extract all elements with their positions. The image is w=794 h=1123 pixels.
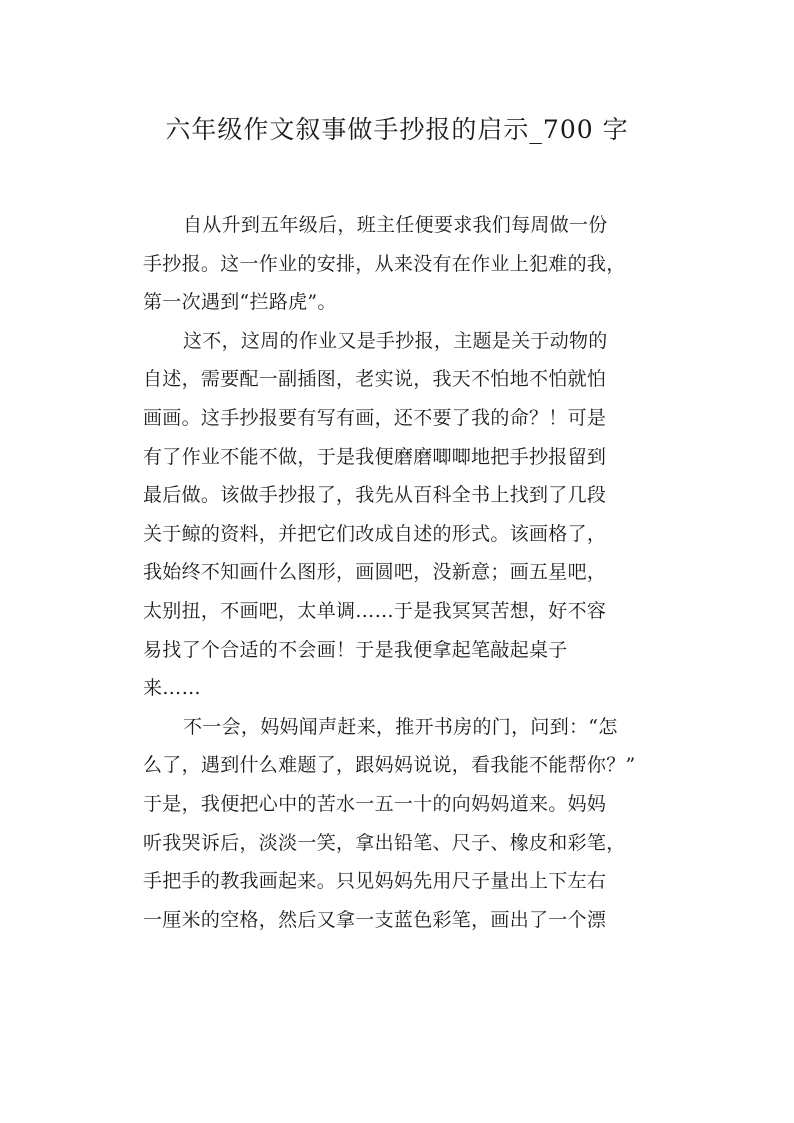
text-line: 有了作业不能不做，于是我便磨磨唧唧地把手抄报留到 [143,445,607,468]
text-line: 自从升到五年级后，班主任便要求我们每周做一份 [183,214,608,236]
text-line: 自述，需要配一副插图，老实说，我天不怕地不怕就怕 [143,368,607,391]
text-line: 最后做。该做手抄报了，我先从百科全书上找到了几段 [143,484,607,507]
text-line: 手把手的教我画起来。只见妈妈先用尺子量出上下左右 [143,870,607,893]
text-line: 关于鲸的资料，并把它们改成自述的形式。该画格了， [143,522,607,545]
paragraph [143,206,665,322]
text-line: 么了，遇到什么难题了，跟妈妈说说，看我能不能帮你？” [143,754,636,777]
text-line: 来…… [143,677,201,700]
text-line: 太别扭，不画吧，太单调……于是我冥冥苦想，好不容 [143,599,607,622]
page-title: 六年级作文叙事做手抄报的启示_700 字 [165,115,629,144]
text-line: 我始终不知画什么图形，画圆吧，没新意；画五星吧， [143,561,607,584]
text-line: 不一会，妈妈闻声赶来，推开书房的门，问到：“怎 [183,715,618,738]
text-line: 易找了个合适的不会画！于是我便拿起笔敲起桌子 [143,638,568,661]
text-line: 这不，这周的作业又是手抄报，主题是关于动物的 [183,329,608,352]
text-line: 于是，我便把心中的苦水一五一十的向妈妈道来。妈妈 [143,792,607,815]
text-line: 第一次遇到“拦路虎”。 [143,291,337,314]
text-line: 一厘米的空格，然后又拿一支蓝色彩笔，画出了一个漂 [143,908,607,931]
article-body [143,206,665,939]
text-line: 画画。这手抄报要有写有画，还不要了我的命？！可是 [143,406,607,429]
text-line: 手抄报。这一作业的安排，从来没有在作业上犯难的我， [143,252,626,275]
text-line: 听我哭诉后，淡淡一笑，拿出铅笔、尺子、橡皮和彩笔， [143,831,626,854]
paragraph [143,322,665,708]
paragraph [143,708,665,940]
